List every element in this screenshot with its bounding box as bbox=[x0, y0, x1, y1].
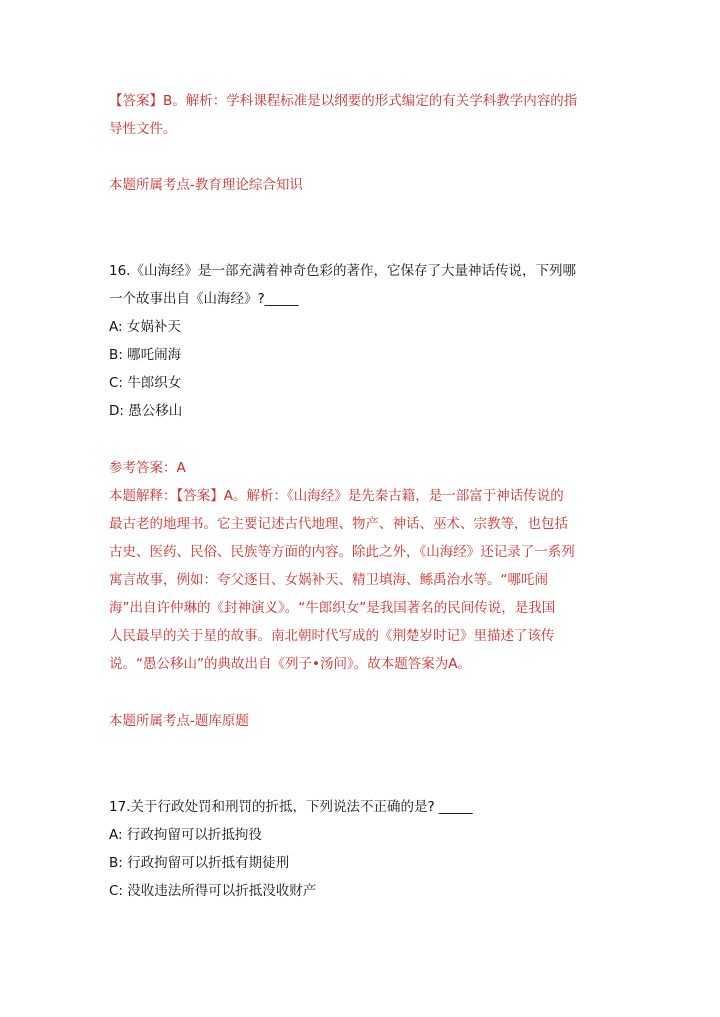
q16-explanation-line-2: 最古老的地理书。它主要记述古代地理、物产、神话、巫术、宗教等，也包括 bbox=[109, 516, 568, 532]
q17-option-b: B: 行政拘留可以折抵有期徒刑 bbox=[109, 855, 290, 871]
q16-reference-answer: 参考答案：A bbox=[109, 460, 186, 476]
q16-option-a: A: 女娲补天 bbox=[109, 319, 181, 335]
q16-explanation-line-3: 古史、医药、民俗、民族等方面的内容。除此之外，《山海经》还记录了一系列 bbox=[109, 544, 575, 560]
q16-question-line-1: 16.《山海经》是一部充满着神奇色彩的著作，它保存了大量神话传说，下列哪 bbox=[109, 263, 576, 279]
q16-explanation-line-7: 说。“愚公移山”的典故出自《列子•汤问》。故本题答案为A。 bbox=[109, 656, 471, 672]
q17-question: 17.关于行政处罚和刑罚的折抵，下列说法不正确的是? _____ bbox=[109, 799, 473, 815]
q16-explanation-line-1: 本题解释：【答案】A。解析：《山海经》是先秦古籍，是一部富于神话传说的 bbox=[109, 488, 564, 504]
q16-option-b: B: 哪吒闹海 bbox=[109, 347, 182, 363]
q16-question-line-2: 一个故事出自《山海经》?_____ bbox=[109, 291, 299, 307]
q16-explanation-line-4: 寓言故事，例如：夸父逐日、女娲补天、精卫填海、鲧禹治水等。“哪吒闹 bbox=[109, 572, 548, 588]
q16-option-c: C: 牛郎织女 bbox=[109, 375, 182, 391]
q16-explanation-line-5: 海”出自许仲琳的《封神演义》。“牛郎织女”是我国著名的民间传说，是我国 bbox=[109, 600, 556, 616]
q15-answer-line-1: 【答案】B。解析：学科课程标准是以纲要的形式编定的有关学科教学内容的指 bbox=[109, 93, 578, 109]
q17-option-c: C: 没收违法所得可以折抵没收财产 bbox=[109, 883, 317, 899]
q15-answer-line-2: 导性文件。 bbox=[109, 121, 177, 137]
q16-category: 本题所属考点-题库原题 bbox=[109, 713, 249, 729]
q15-category: 本题所属考点-教育理论综合知识 bbox=[109, 177, 303, 193]
q17-option-a: A: 行政拘留可以折抵拘役 bbox=[109, 827, 262, 843]
q16-option-d: D: 愚公移山 bbox=[109, 403, 183, 419]
q16-explanation-line-6: 人民最早的关于星的故事。南北朝时代写成的《荆楚岁时记》里描述了该传 bbox=[109, 628, 555, 644]
